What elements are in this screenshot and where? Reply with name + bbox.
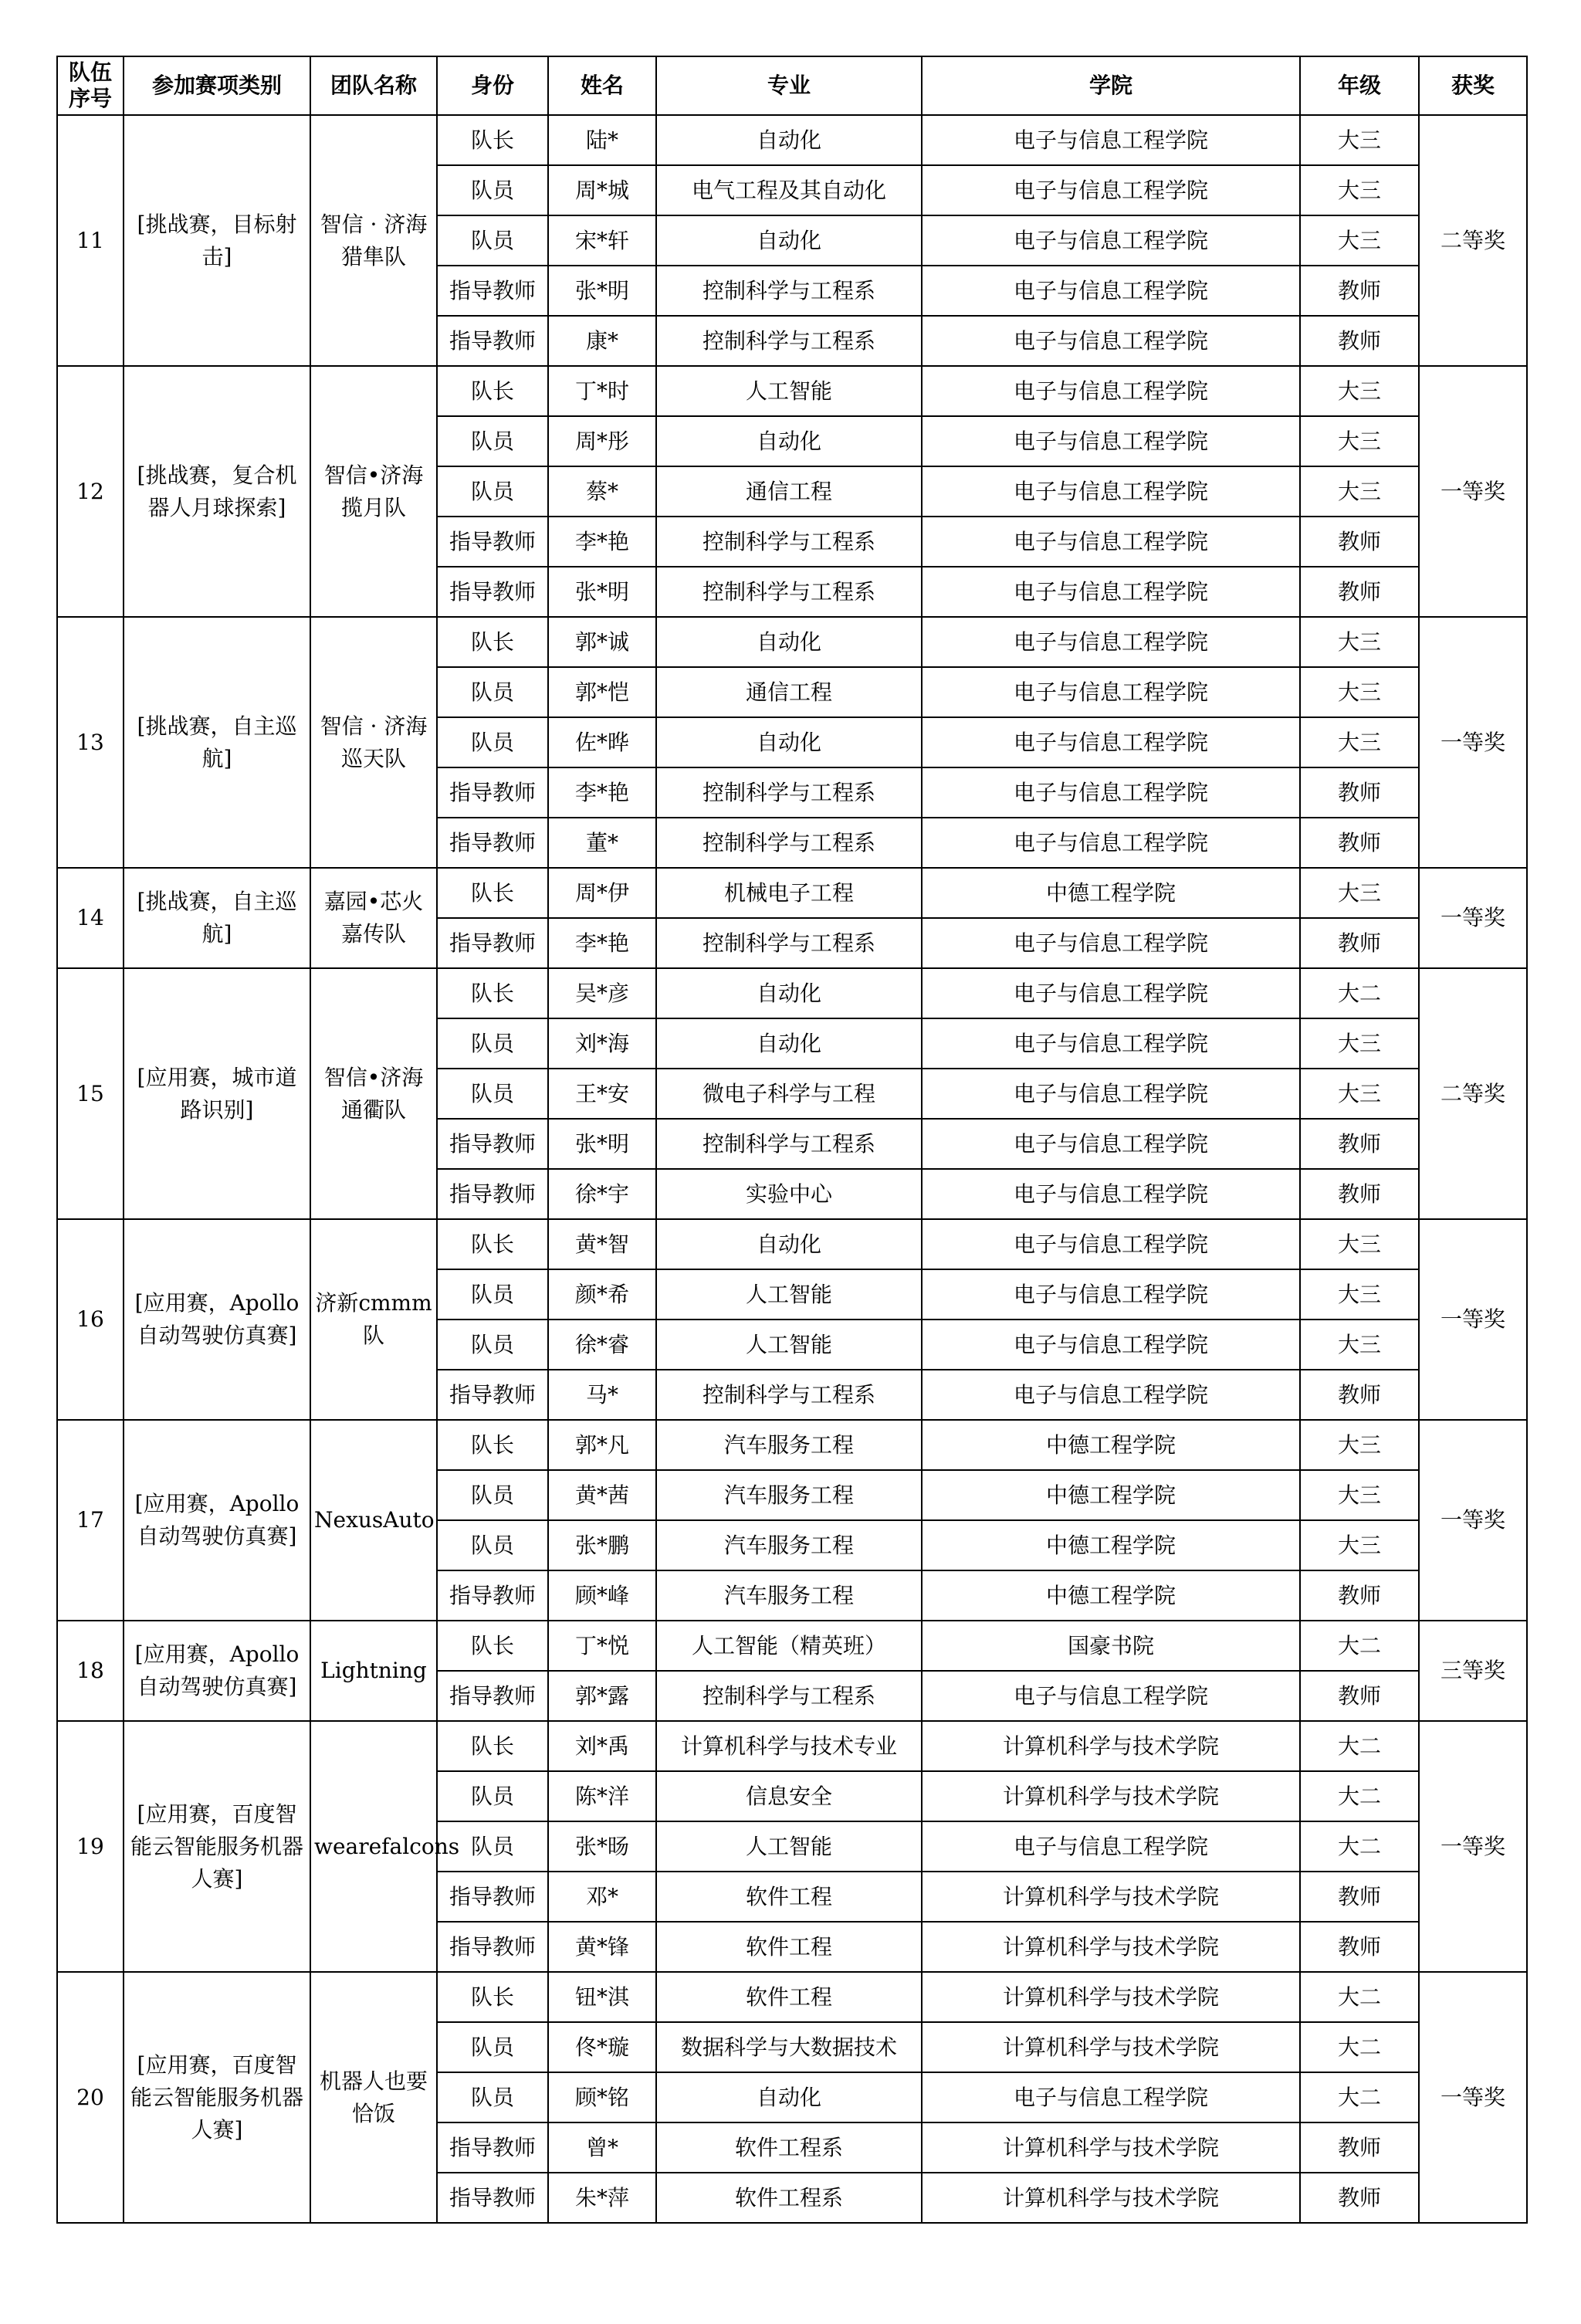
member-role: 指导教师 bbox=[437, 517, 548, 567]
member-college: 电子与信息工程学院 bbox=[922, 266, 1300, 316]
team-number: 19 bbox=[57, 1721, 124, 1972]
member-role: 指导教师 bbox=[437, 316, 548, 366]
member-college: 电子与信息工程学院 bbox=[922, 1671, 1300, 1721]
member-major: 数据科学与大数据技术 bbox=[656, 2022, 922, 2072]
member-name: 李*艳 bbox=[548, 517, 656, 567]
member-name: 吴*彦 bbox=[548, 968, 656, 1018]
member-grade: 大二 bbox=[1300, 1821, 1419, 1872]
table-row bbox=[57, 868, 1527, 918]
member-name: 张*明 bbox=[548, 1119, 656, 1169]
member-major: 自动化 bbox=[656, 717, 922, 767]
member-major: 自动化 bbox=[656, 968, 922, 1018]
member-major: 汽车服务工程 bbox=[656, 1470, 922, 1520]
member-name: 李*艳 bbox=[548, 918, 656, 968]
member-college: 电子与信息工程学院 bbox=[922, 2072, 1300, 2122]
team-number: 15 bbox=[57, 968, 124, 1219]
member-grade: 大三 bbox=[1300, 667, 1419, 717]
team-award: 一等奖 bbox=[1419, 366, 1527, 617]
member-name: 黄*智 bbox=[548, 1219, 656, 1269]
team-number: 16 bbox=[57, 1219, 124, 1420]
team-award: 一等奖 bbox=[1419, 1972, 1527, 2223]
team-category: [应用赛，百度智能云智能服务机器人赛] bbox=[124, 1721, 310, 1972]
team-category: [应用赛，百度智能云智能服务机器人赛] bbox=[124, 1972, 310, 2223]
team-number: 12 bbox=[57, 366, 124, 617]
team-name: Lightning bbox=[310, 1621, 437, 1721]
team-category: [应用赛，Apollo自动驾驶仿真赛] bbox=[124, 1621, 310, 1721]
member-name: 周*城 bbox=[548, 165, 656, 215]
member-grade: 大三 bbox=[1300, 1420, 1419, 1470]
member-role: 指导教师 bbox=[437, 818, 548, 868]
member-major: 人工智能 bbox=[656, 1821, 922, 1872]
member-college: 计算机科学与技术学院 bbox=[922, 2173, 1300, 2223]
member-college: 电子与信息工程学院 bbox=[922, 617, 1300, 667]
member-role: 指导教师 bbox=[437, 266, 548, 316]
team-number: 14 bbox=[57, 868, 124, 968]
header-category: 参加赛项类别 bbox=[124, 56, 310, 115]
member-role: 队员 bbox=[437, 2072, 548, 2122]
team-award: 一等奖 bbox=[1419, 1721, 1527, 1972]
member-name: 邓* bbox=[548, 1872, 656, 1922]
member-college: 电子与信息工程学院 bbox=[922, 818, 1300, 868]
table-row bbox=[57, 1721, 1527, 1771]
member-role: 指导教师 bbox=[437, 1570, 548, 1621]
team-award: 一等奖 bbox=[1419, 1219, 1527, 1420]
header-role: 身份 bbox=[437, 56, 548, 115]
member-name: 王*安 bbox=[548, 1069, 656, 1119]
header-person: 姓名 bbox=[548, 56, 656, 115]
member-grade: 教师 bbox=[1300, 1119, 1419, 1169]
member-college: 电子与信息工程学院 bbox=[922, 1069, 1300, 1119]
team-number: 13 bbox=[57, 617, 124, 868]
member-role: 队员 bbox=[437, 717, 548, 767]
member-major: 控制科学与工程系 bbox=[656, 316, 922, 366]
member-major: 汽车服务工程 bbox=[656, 1420, 922, 1470]
member-grade: 大三 bbox=[1300, 617, 1419, 667]
member-name: 曾* bbox=[548, 2122, 656, 2173]
team-category: [挑战赛，自主巡航] bbox=[124, 868, 310, 968]
member-grade: 教师 bbox=[1300, 918, 1419, 968]
table-row bbox=[57, 1972, 1527, 2022]
member-name: 郭*凡 bbox=[548, 1420, 656, 1470]
member-major: 自动化 bbox=[656, 617, 922, 667]
member-college: 计算机科学与技术学院 bbox=[922, 2122, 1300, 2173]
member-college: 电子与信息工程学院 bbox=[922, 366, 1300, 416]
member-major: 软件工程 bbox=[656, 1922, 922, 1972]
member-college: 计算机科学与技术学院 bbox=[922, 1972, 1300, 2022]
member-role: 队员 bbox=[437, 2022, 548, 2072]
header-grade: 年级 bbox=[1300, 56, 1419, 115]
member-name: 徐*睿 bbox=[548, 1320, 656, 1370]
awards-table-body bbox=[57, 115, 1527, 2223]
team-category: [应用赛，Apollo自动驾驶仿真赛] bbox=[124, 1420, 310, 1621]
member-college: 中德工程学院 bbox=[922, 1570, 1300, 1621]
member-major: 控制科学与工程系 bbox=[656, 1370, 922, 1420]
member-role: 指导教师 bbox=[437, 1370, 548, 1420]
team-award: 一等奖 bbox=[1419, 1420, 1527, 1621]
team-name: 智信 · 济海巡天队 bbox=[310, 617, 437, 868]
member-role: 队员 bbox=[437, 165, 548, 215]
member-college: 电子与信息工程学院 bbox=[922, 1169, 1300, 1219]
member-name: 陈*洋 bbox=[548, 1771, 656, 1821]
team-name: NexusAuto bbox=[310, 1420, 437, 1621]
member-role: 指导教师 bbox=[437, 1922, 548, 1972]
member-grade: 大二 bbox=[1300, 2022, 1419, 2072]
member-role: 队员 bbox=[437, 667, 548, 717]
member-grade: 教师 bbox=[1300, 1872, 1419, 1922]
member-name: 周*彤 bbox=[548, 416, 656, 466]
member-college: 电子与信息工程学院 bbox=[922, 316, 1300, 366]
member-college: 电子与信息工程学院 bbox=[922, 968, 1300, 1018]
table-row bbox=[57, 366, 1527, 416]
member-grade: 大三 bbox=[1300, 717, 1419, 767]
member-college: 电子与信息工程学院 bbox=[922, 517, 1300, 567]
member-role: 队长 bbox=[437, 868, 548, 918]
member-name: 刘*禹 bbox=[548, 1721, 656, 1771]
member-college: 电子与信息工程学院 bbox=[922, 466, 1300, 517]
member-role: 队员 bbox=[437, 416, 548, 466]
member-grade: 教师 bbox=[1300, 316, 1419, 366]
member-role: 队员 bbox=[437, 1069, 548, 1119]
member-grade: 大三 bbox=[1300, 115, 1419, 165]
member-major: 自动化 bbox=[656, 1018, 922, 1069]
member-name: 黄*茜 bbox=[548, 1470, 656, 1520]
member-grade: 大三 bbox=[1300, 868, 1419, 918]
member-role: 队长 bbox=[437, 1721, 548, 1771]
member-college: 电子与信息工程学院 bbox=[922, 767, 1300, 818]
team-name: 智信 · 济海猎隼队 bbox=[310, 115, 437, 366]
member-college: 国豪书院 bbox=[922, 1621, 1300, 1671]
member-name: 张*明 bbox=[548, 567, 656, 617]
member-grade: 教师 bbox=[1300, 517, 1419, 567]
member-name: 马* bbox=[548, 1370, 656, 1420]
awards-table-container bbox=[56, 56, 1526, 2224]
member-name: 陆* bbox=[548, 115, 656, 165]
member-major: 控制科学与工程系 bbox=[656, 567, 922, 617]
member-college: 电子与信息工程学院 bbox=[922, 1821, 1300, 1872]
member-grade: 教师 bbox=[1300, 1570, 1419, 1621]
team-name: 智信•济海揽月队 bbox=[310, 366, 437, 617]
member-major: 人工智能 bbox=[656, 1320, 922, 1370]
member-name: 丁*时 bbox=[548, 366, 656, 416]
member-role: 队员 bbox=[437, 1520, 548, 1570]
member-college: 电子与信息工程学院 bbox=[922, 918, 1300, 968]
member-major: 自动化 bbox=[656, 2072, 922, 2122]
member-role: 队长 bbox=[437, 1972, 548, 2022]
member-college: 计算机科学与技术学院 bbox=[922, 1721, 1300, 1771]
member-college: 电子与信息工程学院 bbox=[922, 1119, 1300, 1169]
member-grade: 大二 bbox=[1300, 968, 1419, 1018]
member-name: 周*伊 bbox=[548, 868, 656, 918]
member-grade: 大三 bbox=[1300, 1219, 1419, 1269]
member-role: 指导教师 bbox=[437, 767, 548, 818]
team-number: 20 bbox=[57, 1972, 124, 2223]
member-major: 自动化 bbox=[656, 115, 922, 165]
table-row bbox=[57, 115, 1527, 165]
table-row bbox=[57, 1420, 1527, 1470]
member-college: 电子与信息工程学院 bbox=[922, 1219, 1300, 1269]
member-role: 指导教师 bbox=[437, 1169, 548, 1219]
member-major: 控制科学与工程系 bbox=[656, 767, 922, 818]
member-role: 指导教师 bbox=[437, 1671, 548, 1721]
team-number: 11 bbox=[57, 115, 124, 366]
member-grade: 教师 bbox=[1300, 1169, 1419, 1219]
member-major: 控制科学与工程系 bbox=[656, 1671, 922, 1721]
team-category: [挑战赛，目标射击] bbox=[124, 115, 310, 366]
member-major: 信息安全 bbox=[656, 1771, 922, 1821]
team-name: 智信•济海通衢队 bbox=[310, 968, 437, 1219]
member-grade: 大二 bbox=[1300, 1972, 1419, 2022]
member-role: 队长 bbox=[437, 1621, 548, 1671]
member-grade: 教师 bbox=[1300, 2173, 1419, 2223]
member-grade: 大三 bbox=[1300, 1320, 1419, 1370]
member-grade: 教师 bbox=[1300, 1370, 1419, 1420]
member-college: 中德工程学院 bbox=[922, 868, 1300, 918]
member-role: 队长 bbox=[437, 968, 548, 1018]
member-major: 控制科学与工程系 bbox=[656, 1119, 922, 1169]
member-college: 中德工程学院 bbox=[922, 1470, 1300, 1520]
member-major: 软件工程 bbox=[656, 1972, 922, 2022]
member-name: 顾*铭 bbox=[548, 2072, 656, 2122]
member-college: 电子与信息工程学院 bbox=[922, 1269, 1300, 1320]
member-college: 中德工程学院 bbox=[922, 1420, 1300, 1470]
member-role: 指导教师 bbox=[437, 1119, 548, 1169]
team-award: 一等奖 bbox=[1419, 868, 1527, 968]
member-name: 李*艳 bbox=[548, 767, 656, 818]
team-category: [应用赛，城市道路识别] bbox=[124, 968, 310, 1219]
member-grade: 教师 bbox=[1300, 266, 1419, 316]
member-name: 郭*露 bbox=[548, 1671, 656, 1721]
member-college: 电子与信息工程学院 bbox=[922, 1370, 1300, 1420]
member-college: 中德工程学院 bbox=[922, 1520, 1300, 1570]
team-award: 一等奖 bbox=[1419, 617, 1527, 868]
member-grade: 大三 bbox=[1300, 1470, 1419, 1520]
member-major: 控制科学与工程系 bbox=[656, 918, 922, 968]
member-name: 黄*锋 bbox=[548, 1922, 656, 1972]
member-name: 郭*恺 bbox=[548, 667, 656, 717]
member-college: 计算机科学与技术学院 bbox=[922, 2022, 1300, 2072]
member-name: 顾*峰 bbox=[548, 1570, 656, 1621]
member-name: 徐*宇 bbox=[548, 1169, 656, 1219]
header-college: 学院 bbox=[922, 56, 1300, 115]
team-number: 18 bbox=[57, 1621, 124, 1721]
member-major: 电气工程及其自动化 bbox=[656, 165, 922, 215]
member-college: 电子与信息工程学院 bbox=[922, 115, 1300, 165]
member-grade: 大三 bbox=[1300, 416, 1419, 466]
member-grade: 大二 bbox=[1300, 1621, 1419, 1671]
member-name: 丁*悦 bbox=[548, 1621, 656, 1671]
member-name: 宋*轩 bbox=[548, 215, 656, 266]
member-college: 计算机科学与技术学院 bbox=[922, 1922, 1300, 1972]
member-name: 颜*希 bbox=[548, 1269, 656, 1320]
team-category: [挑战赛，复合机器人月球探索] bbox=[124, 366, 310, 617]
table-row bbox=[57, 1219, 1527, 1269]
member-role: 队长 bbox=[437, 366, 548, 416]
member-major: 控制科学与工程系 bbox=[656, 517, 922, 567]
header-award: 获奖 bbox=[1419, 56, 1527, 115]
member-grade: 教师 bbox=[1300, 767, 1419, 818]
member-college: 电子与信息工程学院 bbox=[922, 567, 1300, 617]
member-role: 队员 bbox=[437, 215, 548, 266]
member-grade: 大三 bbox=[1300, 165, 1419, 215]
member-name: 朱*萍 bbox=[548, 2173, 656, 2223]
member-college: 计算机科学与技术学院 bbox=[922, 1872, 1300, 1922]
member-role: 队员 bbox=[437, 1470, 548, 1520]
member-grade: 大三 bbox=[1300, 1018, 1419, 1069]
member-name: 张*明 bbox=[548, 266, 656, 316]
member-major: 软件工程系 bbox=[656, 2173, 922, 2223]
member-role: 队员 bbox=[437, 1269, 548, 1320]
member-major: 微电子科学与工程 bbox=[656, 1069, 922, 1119]
member-major: 自动化 bbox=[656, 215, 922, 266]
member-major: 人工智能 bbox=[656, 1269, 922, 1320]
member-role: 队长 bbox=[437, 617, 548, 667]
team-number: 17 bbox=[57, 1420, 124, 1621]
member-name: 康* bbox=[548, 316, 656, 366]
table-row bbox=[57, 1621, 1527, 1671]
team-name: 济新cmmm队 bbox=[310, 1219, 437, 1420]
member-college: 电子与信息工程学院 bbox=[922, 215, 1300, 266]
member-grade: 大三 bbox=[1300, 1269, 1419, 1320]
awards-table bbox=[56, 56, 1528, 2224]
member-role: 指导教师 bbox=[437, 2122, 548, 2173]
member-name: 佟*璇 bbox=[548, 2022, 656, 2072]
team-name: wearefalcons bbox=[310, 1721, 437, 1972]
team-award: 二等奖 bbox=[1419, 968, 1527, 1219]
table-row bbox=[57, 968, 1527, 1018]
member-grade: 教师 bbox=[1300, 2122, 1419, 2173]
header-major: 专业 bbox=[656, 56, 922, 115]
member-role: 指导教师 bbox=[437, 918, 548, 968]
member-grade: 大三 bbox=[1300, 466, 1419, 517]
member-role: 队员 bbox=[437, 1821, 548, 1872]
member-grade: 教师 bbox=[1300, 1671, 1419, 1721]
member-college: 电子与信息工程学院 bbox=[922, 1018, 1300, 1069]
team-award: 三等奖 bbox=[1419, 1621, 1527, 1721]
member-major: 通信工程 bbox=[656, 667, 922, 717]
member-name: 郭*诚 bbox=[548, 617, 656, 667]
member-name: 张*旸 bbox=[548, 1821, 656, 1872]
member-major: 汽车服务工程 bbox=[656, 1570, 922, 1621]
member-grade: 大二 bbox=[1300, 1771, 1419, 1821]
member-college: 电子与信息工程学院 bbox=[922, 416, 1300, 466]
member-major: 汽车服务工程 bbox=[656, 1520, 922, 1570]
header-team-name: 团队名称 bbox=[310, 56, 437, 115]
team-category: [应用赛，Apollo自动驾驶仿真赛] bbox=[124, 1219, 310, 1420]
member-major: 计算机科学与技术专业 bbox=[656, 1721, 922, 1771]
member-name: 钮*淇 bbox=[548, 1972, 656, 2022]
member-role: 队员 bbox=[437, 466, 548, 517]
member-major: 控制科学与工程系 bbox=[656, 818, 922, 868]
team-category: [挑战赛，自主巡航] bbox=[124, 617, 310, 868]
member-role: 指导教师 bbox=[437, 2173, 548, 2223]
header-row bbox=[57, 56, 1527, 115]
member-college: 电子与信息工程学院 bbox=[922, 717, 1300, 767]
member-major: 软件工程系 bbox=[656, 2122, 922, 2173]
member-major: 自动化 bbox=[656, 416, 922, 466]
member-grade: 教师 bbox=[1300, 1922, 1419, 1972]
member-role: 指导教师 bbox=[437, 567, 548, 617]
member-grade: 教师 bbox=[1300, 567, 1419, 617]
member-grade: 大三 bbox=[1300, 366, 1419, 416]
member-name: 蔡* bbox=[548, 466, 656, 517]
member-role: 队长 bbox=[437, 1219, 548, 1269]
member-role: 队长 bbox=[437, 1420, 548, 1470]
header-team-no: 队伍序号 bbox=[57, 56, 124, 115]
member-college: 电子与信息工程学院 bbox=[922, 165, 1300, 215]
member-major: 软件工程 bbox=[656, 1872, 922, 1922]
member-role: 指导教师 bbox=[437, 1872, 548, 1922]
member-college: 电子与信息工程学院 bbox=[922, 1320, 1300, 1370]
member-college: 计算机科学与技术学院 bbox=[922, 1771, 1300, 1821]
member-role: 队员 bbox=[437, 1018, 548, 1069]
team-award: 二等奖 bbox=[1419, 115, 1527, 366]
member-major: 实验中心 bbox=[656, 1169, 922, 1219]
member-name: 董* bbox=[548, 818, 656, 868]
member-college: 电子与信息工程学院 bbox=[922, 667, 1300, 717]
team-name: 机器人也要恰饭 bbox=[310, 1972, 437, 2223]
member-role: 队员 bbox=[437, 1320, 548, 1370]
member-grade: 大二 bbox=[1300, 2072, 1419, 2122]
member-major: 通信工程 bbox=[656, 466, 922, 517]
member-name: 刘*海 bbox=[548, 1018, 656, 1069]
member-major: 人工智能 bbox=[656, 366, 922, 416]
member-role: 队员 bbox=[437, 1771, 548, 1821]
member-major: 人工智能（精英班） bbox=[656, 1621, 922, 1671]
member-major: 自动化 bbox=[656, 1219, 922, 1269]
member-grade: 大三 bbox=[1300, 215, 1419, 266]
member-name: 张*鹏 bbox=[548, 1520, 656, 1570]
member-grade: 大三 bbox=[1300, 1069, 1419, 1119]
member-name: 佐*晔 bbox=[548, 717, 656, 767]
member-grade: 大三 bbox=[1300, 1520, 1419, 1570]
table-row bbox=[57, 617, 1527, 667]
member-grade: 教师 bbox=[1300, 818, 1419, 868]
member-grade: 大二 bbox=[1300, 1721, 1419, 1771]
member-major: 控制科学与工程系 bbox=[656, 266, 922, 316]
member-role: 队长 bbox=[437, 115, 548, 165]
team-name: 嘉园•芯火嘉传队 bbox=[310, 868, 437, 968]
member-major: 机械电子工程 bbox=[656, 868, 922, 918]
